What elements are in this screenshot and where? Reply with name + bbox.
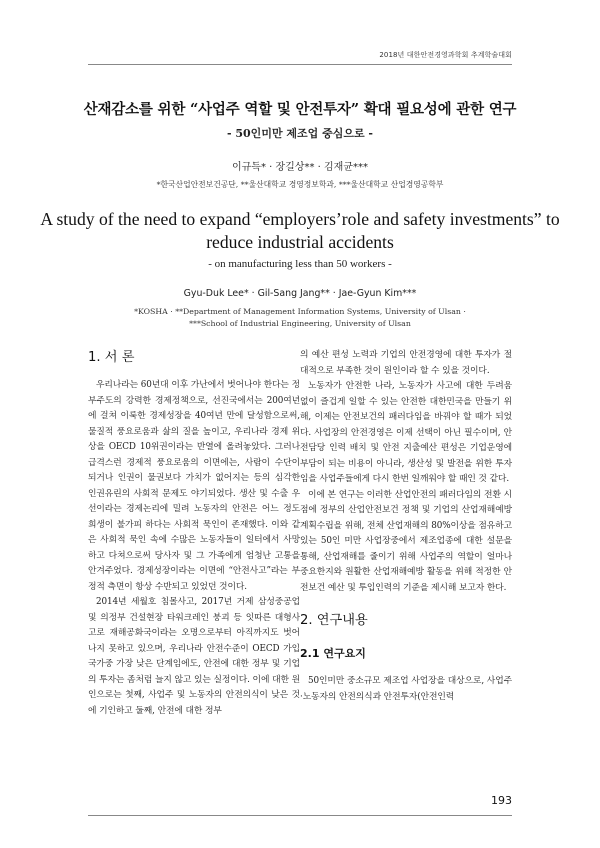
right-column: [300, 348, 512, 705]
right-paragraph-continued: 의 예산 편성 노력과 기업의 안전경영에 대한 투자가 절대적으로 부족한 것이 원인이라 할 수 있을 것이다.: [300, 350, 512, 376]
english-affiliation-line-2: ***School of Industrial Engineering, University of Ulsan: [189, 319, 411, 328]
section-2-heading: 2. 연구내용: [300, 613, 368, 628]
header-rule: [88, 64, 512, 65]
korean-authors: 이규득* · 장길상** · 김재균***: [231, 162, 368, 173]
english-subtitle: - on manufacturing less than 50 workers -: [208, 258, 392, 270]
page-number: 193: [491, 794, 512, 807]
footer-rule: [88, 815, 512, 816]
left-column: [88, 348, 300, 719]
right-paragraph-2: 노동자가 안전한 나라, 노동자가 사고에 대한 두려움 없이 즐겁게 일할 수 있는 안전한 대한민국을 만들기 위해, 이제는 안전보건의 패러다임을 바꿔야 할 때가 되었다. 사업장의 안전경영은 이제 선택이 아닌 필수이며, 안전담당 인력 배치 및 안전 지출예산 편성은 기업운영에 부담이 되는 비용이 아니라, 생산성 및 발전을 위한 투자임을 사업주들에게 다시 한번 일깨워야 할 때인 것 같다.: [300, 381, 512, 484]
section-1-heading: 1. 서 론: [88, 350, 135, 365]
section-1-paragraph-2: 2014년 세월호 침몰사고, 2017년 거제 삼성중공업 및 의정부 건설현장 타워크레인 붕괴 등 잇따른 대형사고로 재해공화국이라는 오명으로부터 아직까지도 벗어나지 못하고 있으며, 우리나라 안전수준이 OECD 가입국가중 가장 낮은 단계임에도, 안전에 대한 정부 및 기업의 투자는 좀처럼 늘지 않고 있는 실정이다. 이에 대한 원인으로는 첫째, 사업주 및 노동자의 안전의식이 낮은 것에 기인하고 둘째, 안전에 대한 정부: [88, 597, 300, 716]
korean-affiliations: *한국산업안전보건공단, **울산대학교 경영정보학과, ***울산대학교 산업경영공학부: [156, 180, 444, 189]
section-1-paragraph-1: 우리나라는 60년대 이후 가난에서 벗어나야 한다는 정부주도의 강력한 경제정책으로, 선진국에서는 200여년에 걸쳐 이룩한 경제성장을 40여년 만에 달성함으로써, 물질적 풍요로움과 삶의 질을 높이고, 우리나라 경제 위상을 OECD 10위권이라는 반열에 올려놓았다. 그러나 급격스런 경제적 풍요로움의 이면에는, 사람이 수단이 되거나 인권이 물권보다 가치가 없어지는 등의 심각한 인권유린의 사회적 문제도 야기되었다. 생산 및 수출 우선이라는 경제논리에 밀려 노동자의 안전은 어느 정도 희생이 불가피 하다는 사회적 묵인이 존재했다. 이와 같은 사회적 묵인 속에 수많은 노동자들이 일터에서 사망하고 다쳐으로써 당사자 및 그 가족에게 엄청난 고통을 안겨주었다. 경제성장이라는 이면에 “안전사고”라는 부정적 측면이 항상 수반되고 있었던 것이다.: [88, 380, 300, 592]
right-paragraph-3: 이에 본 연구는 이러한 산업안전의 패러다임의 전환 시점에 정부의 산업안전보건 정책 및 기업의 산업재해예방 계획수립을 위해, 전체 산업재해의 80%이상을 점유하고 있는 50인 미만 사업장중에서 제조업종에 대한 설문을 통해, 산업재해를 줄이기 위해 사업주의 역할이 얼마나 중요한지와 원활한 산업재해예방 활동을 위해 적정한 안전보건 예산 및 투입인력의 기준을 제시해 보고자 한다.: [300, 489, 512, 593]
korean-title: 산재감소를 위한 “사업주 역할 및 안전투자” 확대 필요성에 관한 연구: [83, 101, 517, 118]
english-authors: Gyu-Duk Lee* · Gil-Sang Jang** · Jae-Gyun Kim***: [183, 288, 417, 299]
subsection-2-1-paragraph: 50인미만 중소규모 제조업 사업장을 대상으로, 사업주·노동자의 안전의식과 안전투자(안전인력: [300, 676, 512, 702]
english-title: A study of the need to expand “employers’role and safety investments” to reduce industrial accidents: [40, 209, 560, 252]
korean-subtitle: - 50인미만 제조업 중심으로 -: [226, 127, 374, 140]
english-affiliation-line-1: *KOSHA · **Department of Management Information Systems, University of Ulsan ·: [134, 307, 466, 316]
subsection-2-1-heading: 2.1 연구요지: [300, 647, 366, 660]
english-affiliations: [60, 306, 540, 330]
running-header: 2018년 대한안전경영과학회 추계학술대회: [379, 51, 512, 59]
